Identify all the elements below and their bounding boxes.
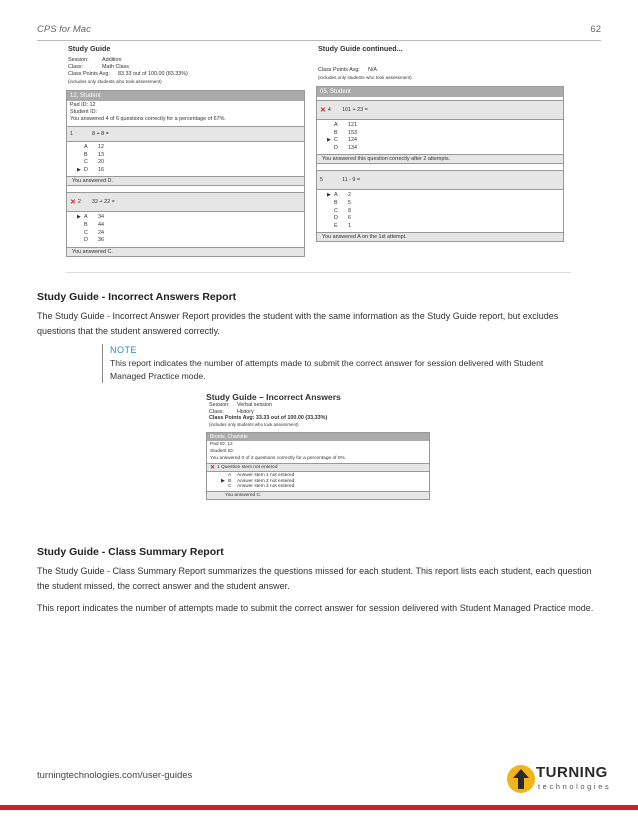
student-name: Bronte, Charlotte: [207, 433, 429, 441]
student-report-box: [66, 90, 305, 257]
answer-result: You answered D.: [67, 176, 304, 186]
logo-word: TURNING: [536, 764, 608, 781]
study-guide-right-page: [316, 44, 564, 242]
question-bar: 5 11 - 9 =: [317, 170, 563, 190]
selected-answer-icon: ▶: [327, 137, 331, 144]
study-guide-left-page: [66, 44, 305, 257]
selected-answer-icon: ▶: [77, 214, 81, 221]
question-bar: ✕ 1 Question stem not entered: [207, 463, 429, 472]
student-report-box: [206, 432, 430, 500]
session-meta: Session: Verbal session Class: History Class Points Avg: 33.33 out of 100.00 (33.33%) (includes only students who took assessment): [209, 402, 328, 427]
incorrect-answers-screenshot: [202, 392, 436, 528]
answer-list: ▶ A 2 B 5 C 8 D 6 E 1: [327, 192, 351, 229]
page-header: [37, 24, 601, 38]
note-label: NOTE: [110, 345, 138, 355]
footer-brand-bar: [0, 805, 638, 810]
turning-arrow-icon: [506, 764, 536, 794]
answer-result: You answered C.: [207, 491, 429, 499]
section-heading-incorrect-answers: Study Guide - Incorrect Answers Report: [37, 291, 237, 303]
question-bar: ✕ 4 101 + 23 =: [317, 100, 563, 120]
incorrect-x-icon: ✕: [70, 199, 76, 207]
question-bar: 1 8 + 8 =: [67, 126, 304, 142]
selected-answer-icon: ▶: [327, 192, 331, 199]
page-number: 62: [590, 24, 601, 35]
logo-subword: technologies: [538, 782, 612, 791]
study-guide-title: Study Guide: [68, 44, 111, 53]
doc-title: CPS for Mac: [37, 24, 91, 35]
section-heading-class-summary: Study Guide - Class Summary Report: [37, 546, 224, 558]
answer-list: A Answer stem 1 not entered ▶ B Answer stem 2 not entered C Answer stem 3 not entered: [221, 473, 295, 490]
session-meta: Class Points Avg: N/A: [318, 67, 377, 73]
answer-list: A 121 B 153 ▶ C 124 D 134: [327, 122, 357, 151]
note-callout: [102, 344, 580, 383]
answer-result: You answered this question correctly after 2 attempts.: [317, 154, 563, 164]
question-bar: ✕ 2 32 + 22 =: [67, 192, 304, 212]
incorrect-answers-title: Study Guide – Incorrect Answers: [206, 392, 341, 402]
student-info: Pad ID: 12 Student ID: You answered 0 of 2 questions correctly for a percentage of 0%.: [210, 442, 347, 461]
answer-result: You answered C.: [67, 247, 304, 256]
selected-answer-icon: ▶: [221, 478, 225, 484]
session-meta: Session: Addition Class: Math Class Class Points Avg: 83.33 out of 100.00 (83.33%): [68, 57, 188, 77]
incorrect-x-icon: ✕: [320, 107, 326, 114]
section-body: The Study Guide - Class Summary Report summarizes the questions missed for each student. This report lists each student, each question the student missed, the correct answer and the student answer.: [37, 566, 592, 591]
student-name: 05, Student: [317, 87, 563, 97]
note-text: This report indicates the number of attempts made to submit the correct answer for session delivered with Student Managed Practice mode.: [110, 358, 544, 381]
study-guide-continued-title: Study Guide continued...: [318, 44, 403, 53]
study-guide-screenshot: [66, 44, 571, 273]
footer-link[interactable]: turningtechnologies.com/user-guides: [37, 770, 193, 781]
selected-answer-icon: ▶: [77, 166, 81, 173]
answer-list: A 12 B 13 C 20 ▶ D 16: [77, 144, 104, 173]
assessment-note: (includes only students who took assessment): [68, 79, 162, 84]
section-body: The Study Guide - Incorrect Answer Report provides the student with the same information as the Study Guide report, but excludes questions that the student answered correctly.: [37, 311, 559, 336]
incorrect-x-icon: ✕: [210, 465, 216, 472]
header-divider: [37, 40, 601, 41]
student-name: 12, Student: [67, 91, 304, 101]
answer-result: You answered A on the 1st attempt.: [317, 232, 563, 241]
student-report-box: [316, 86, 564, 242]
section-body: This report indicates the number of attempts made to submit the correct answer for session delivered with Student Managed Practice mode.: [37, 603, 594, 613]
student-info: Pad ID: 12 Student ID: You answered 4 of 6 questions correctly for a percentage of 67%.: [70, 102, 226, 122]
turning-technologies-logo: [506, 762, 624, 796]
answer-list: ▶ A 34 B 44 C 24 D 36: [77, 214, 104, 244]
assessment-note: (includes only students who took assessment): [318, 75, 412, 80]
